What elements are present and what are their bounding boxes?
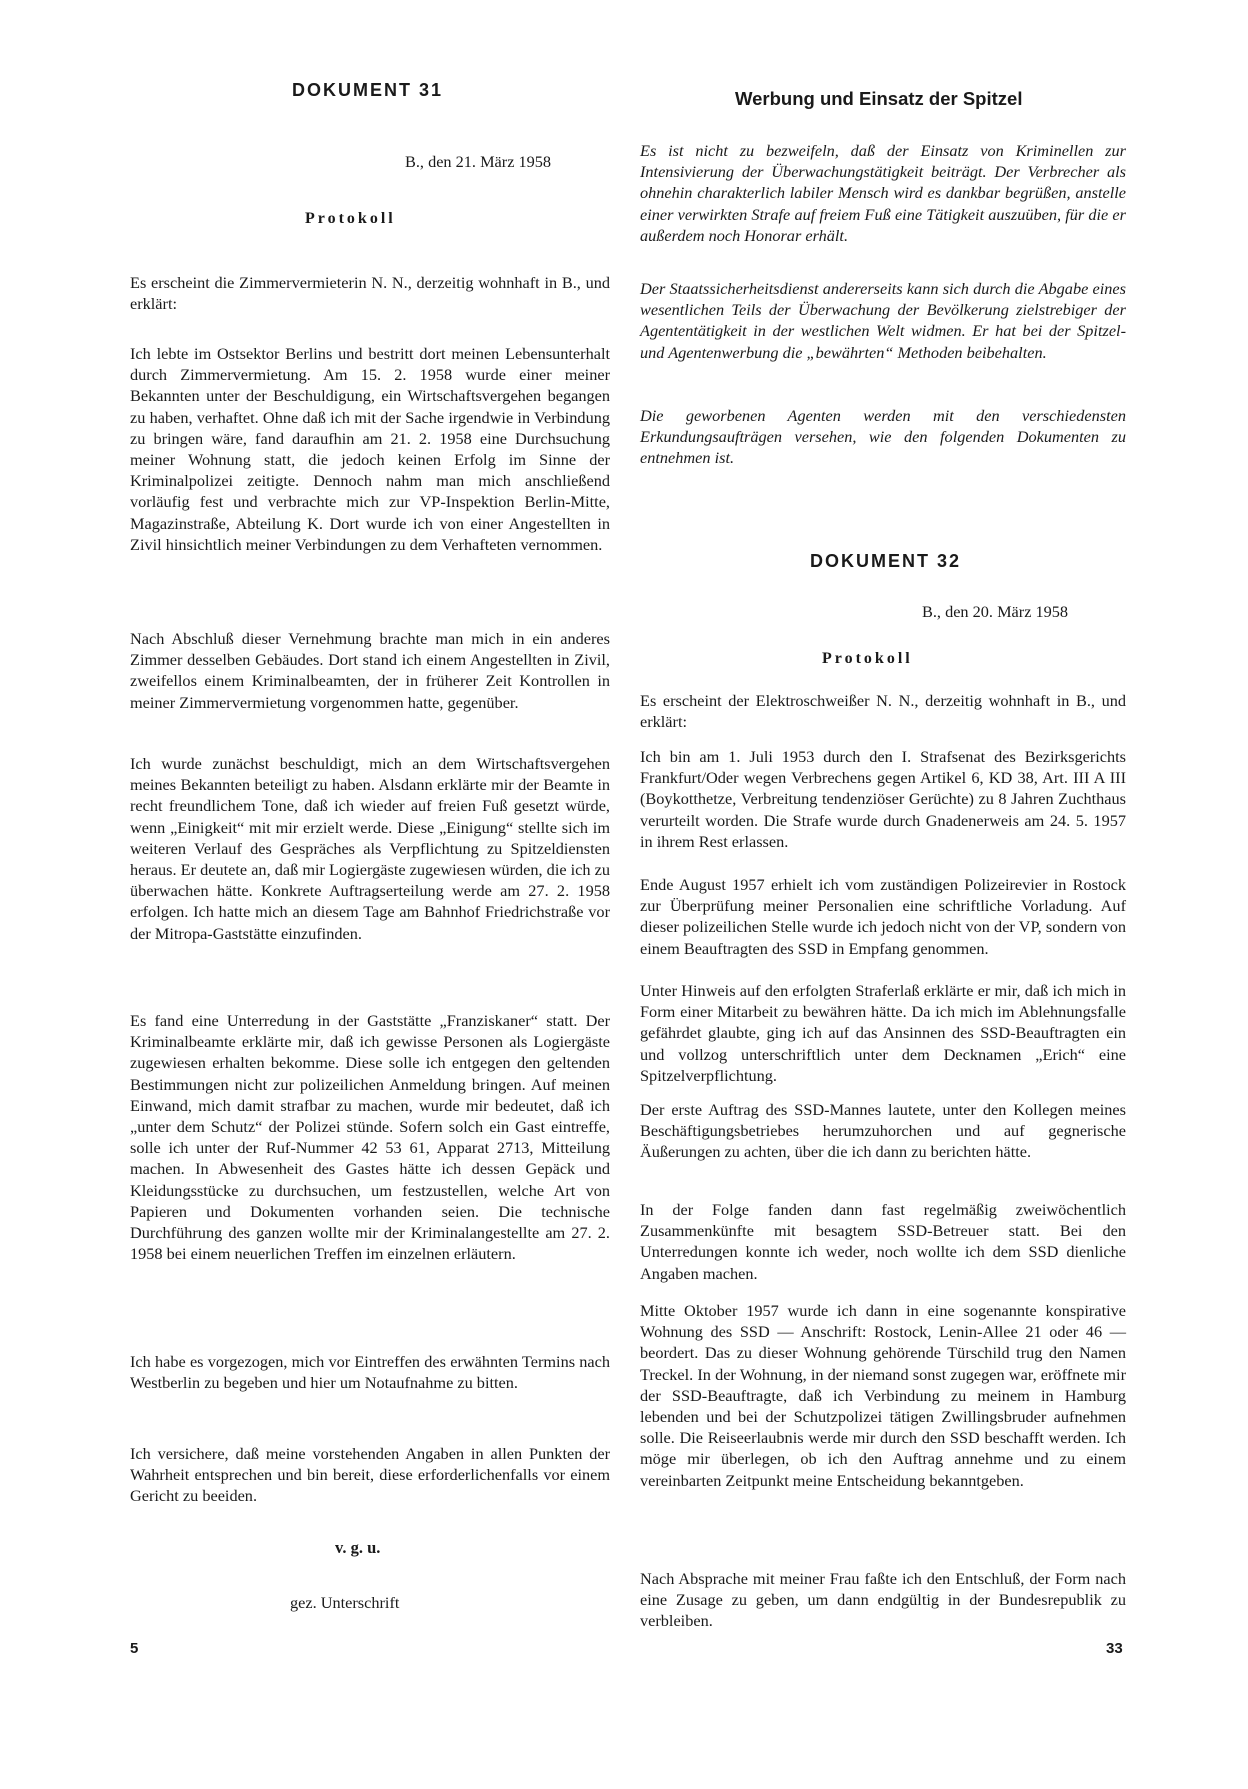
running-head: Werbung und Einsatz der Spitzel xyxy=(735,88,1023,109)
paragraph: Ich wurde zunächst beschuldigt, mich an dem Wirtschaftsvergehen meines Bekannten beteiligt zu haben. Alsdann erklärte mir der Beamte in recht freundlichem Tone, daß ich wieder auf freien Fuß gesetzt würde, wenn „Einigkeit“ mit mir erzielt werde. Diese „Einigung“ stellte sich im weiteren Verlauf des Gespräches als Verpflichtung zu Spitzeldiensten heraus. Er deutete an, daß mir Logiergäste zugewiesen würden, die ich zu überwachen hätte. Konkrete Auftragserteilung werde am 27. 2. 1958 erfolgen. Ich hatte mich an diesem Tage am Bahnhof Friedrichstraße vor der Mitropa-Gaststätte einzufinden. xyxy=(130,754,610,943)
paragraph: Ich bin am 1. Juli 1953 durch den I. Strafsenat des Bezirksgerichts Frankfurt/Oder wegen Verbrechens gegen Artikel 6, KD 38, Art. III A III (Boykotthetze, Verbreitung tendenziöser Gerüchte) zu 8 Jahren Zuchthaus verurteilt worden. Die Strafe wurde durch Gnadenerweis am 24. 5. 1957 in ihrem Rest erlassen. xyxy=(640,747,1126,851)
paragraph: Ich lebte im Ostsektor Berlins und bestritt dort meinen Lebensunterhalt durch Zimmervermietung. Am 15. 2. 1958 wurde einer meiner Bekannten unter der Beschuldigung, ein Wirtschaftsvergehen begangen zu haben, verhaftet. Ohne daß ich mit der Sache irgendwie in Verbindung zu bringen wäre, fand daraufhin am 21. 2. 1958 eine Durchsuchung meiner Wohnung statt, die jedoch keinen Erfolg im Sinne der Kriminalpolizei zeitigte. Dennoch nahm man mich anschließend vorläufig fest und verbrachte mich zur VP-Inspektion Berlin-Mitte, Magazinstraße, Abteilung K. Dort wurde ich von einer Angestellten in Zivil hinsichtlich meiner Verbindungen zu dem Verhafteten vernommen. xyxy=(130,344,610,554)
protocol-title: Protokoll xyxy=(305,210,396,227)
paragraph: Ende August 1957 erhielt ich vom zuständigen Polizeirevier in Rostock zur Überprüfung meiner Personalien eine schriftliche Vorladung. Auf dieser polizeilichen Stelle wurde ich jedoch nicht von der VP, sondern von einem Beauftragten des SSD in Empfang genommen. xyxy=(640,875,1126,958)
vgu-mark: v. g. u. xyxy=(335,1538,381,1557)
document-heading: DOKUMENT 31 xyxy=(292,80,444,100)
document-date: B., den 20. März 1958 xyxy=(922,602,1069,621)
italic-paragraph: Die geworbenen Agenten werden mit den verschiedensten Erkundungsaufträgen versehen, wie den folgenden Dokumenten zu entnehmen ist. xyxy=(640,406,1126,468)
signature: gez. Unterschrift xyxy=(290,1593,400,1612)
page-number: 33 xyxy=(1106,1640,1123,1657)
paragraph: Unter Hinweis auf den erfolgten Straferlaß erklärte er mir, daß ich mich in Form einer Mitarbeit zu bewähren hätte. Da ich mich im Ablehnungsfalle gefährdet glaubte, ging ich auf das Ansinnen des SSD-Beauftragten ein und vollzog unterschriftlich unter dem Decknamen „Erich“ eine Spitzelverpflichtung. xyxy=(640,981,1126,1085)
document-date: B., den 21. März 1958 xyxy=(405,152,552,171)
italic-paragraph: Der Staatssicherheitsdienst andererseits kann sich durch die Abgabe eines wesentlichen Teils der Überwachung der Bevölkerung zielstrebiger der Agententätigkeit in der westlichen Welt widmen. Er hat bei der Spitzel- und Agentenwerbung die „bewährten“ Methoden beibehalten. xyxy=(640,279,1126,362)
italic-paragraph: Es ist nicht zu bezweifeln, daß der Einsatz von Kriminellen zur Intensivierung der Überwachungstätigkeit beiträgt. Der Verbrecher als ohnehin charakterlich labiler Mensch wird es dankbar begrüßen, anstelle einer verwirkten Strafe auf freiem Fuß eine Tätigkeit auszuüben, für die er außerdem noch Honorar erhält. xyxy=(640,141,1126,245)
paragraph: In der Folge fanden dann fast regelmäßig zweiwöchentlich Zusammenkünfte mit besagtem SSD-Betreuer statt. Bei den Unterredungen konnte ich weder, noch wollte ich dem SSD dienliche Angaben machen. xyxy=(640,1200,1126,1283)
paragraph: Es erscheint der Elektroschweißer N. N., derzeitig wohnhaft in B., und erklärt: xyxy=(640,691,1126,732)
paragraph: Mitte Oktober 1957 wurde ich dann in eine sogenannte konspirative Wohnung des SSD — Anschrift: Rostock, Lenin-Allee 21 oder 46 — beordert. Das zu dieser Wohnung gehörende Türschild trug den Namen Treckel. In der Wohnung, in der niemand sonst zugegen war, eröffnete mir der SSD-Beauftragte, daß ich Verbindung zu meinem in Hamburg lebenden und bei der Schutzpolizei tätigen Zwillingsbruder aufnehmen solle. Die Reiseerlaubnis werde mir durch den SSD beschafft werden. Ich möge mir überlegen, ob ich den Auftrag annehme und zu einem vereinbarten Zeitpunkt meine Entscheidung bekanntgeben. xyxy=(640,1301,1126,1490)
paragraph: Nach Absprache mit meiner Frau faßte ich den Entschluß, der Form nach eine Zusage zu geben, um dann endgültig in der Bundesrepublik zu verbleiben. xyxy=(640,1569,1126,1631)
protocol-title: Protokoll xyxy=(822,650,913,667)
paragraph: Der erste Auftrag des SSD-Mannes lautete, unter den Kollegen meines Beschäftigungsbetriebes herumzuhorchen und auf gegnerische Äußerungen zu achten, über die ich dann zu berichten hätte. xyxy=(640,1100,1126,1162)
paragraph: Nach Abschluß dieser Vernehmung brachte man mich in ein anderes Zimmer desselben Gebäudes. Dort stand ich einem Angestellten in Zivil, zweifellos einem Kriminalbeamten, der in früherer Zeit Kontrollen in meiner Zimmervermietung vorgenommen hatte, gegenüber. xyxy=(130,629,610,712)
page-number: 5 xyxy=(130,1640,139,1657)
document-heading: DOKUMENT 32 xyxy=(810,551,962,571)
paragraph: Ich habe es vorgezogen, mich vor Eintreffen des erwähnten Termins nach Westberlin zu begeben und hier um Notaufnahme zu bitten. xyxy=(130,1352,610,1393)
paragraph: Es erscheint die Zimmervermieterin N. N., derzeitig wohnhaft in B., und erklärt: xyxy=(130,273,610,314)
paragraph: Es fand eine Unterredung in der Gaststätte „Franziskaner“ statt. Der Kriminalbeamte erklärte mir, daß ich gewisse Personen als Logiergäste zugewiesen erhalten bekomme. Diese solle ich entgegen den geltenden Bestimmungen nicht zur polizeilichen Anmeldung bringen. Auf meinen Einwand, mich damit strafbar zu machen, wurde mir bedeutet, daß ich „unter dem Schutz“ der Polizei stünde. Sofern solch ein Gast eintreffe, solle ich unter der Ruf-Nummer 42 53 61, Apparat 2713, Mitteilung machen. In Abwesenheit des Gastes hätte ich dessen Gepäck und Kleidungsstücke zu durchsuchen, um festzustellen, welche Art von Papieren und Dokumenten vorhanden seien. Die technische Durchführung des ganzen wollte mir der Kriminalangestellte am 27. 2. 1958 bei einem neuerlichen Treffen im einzelnen erläutern. xyxy=(130,1011,610,1264)
paragraph: Ich versichere, daß meine vorstehenden Angaben in allen Punkten der Wahrheit entsprechen und bin bereit, diese erforderlichenfalls vor einem Gericht zu beeiden. xyxy=(130,1444,610,1506)
